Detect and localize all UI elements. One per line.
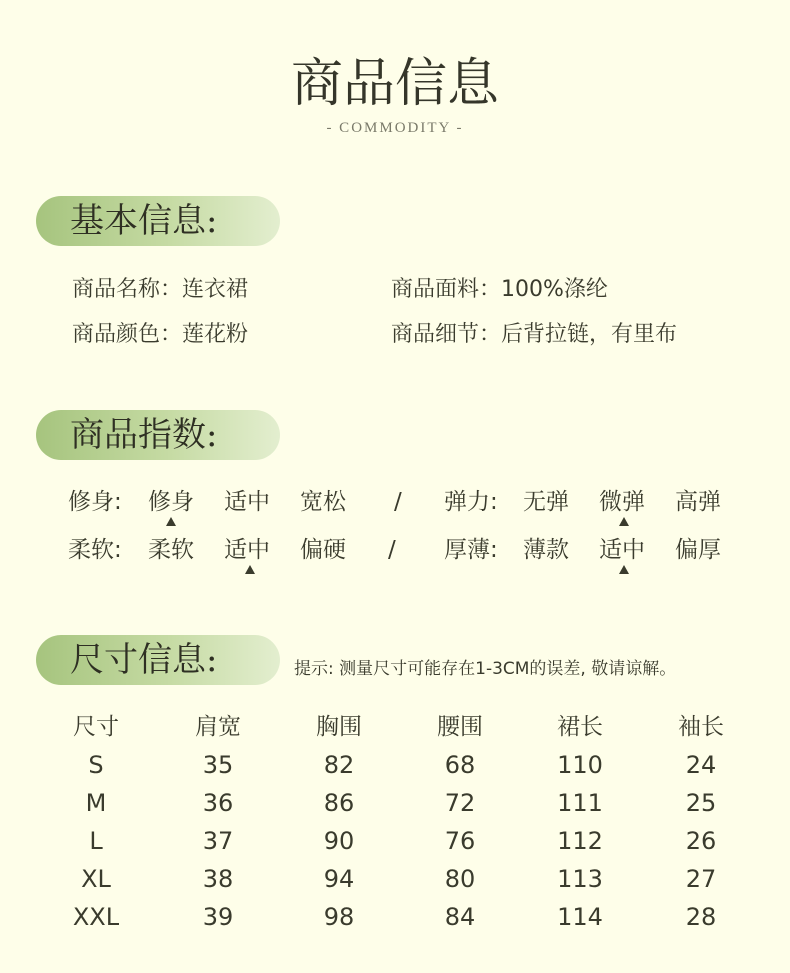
table-cell: 113 xyxy=(557,865,603,893)
page-subtitle: - COMMODITY - xyxy=(326,120,464,136)
basic-info-title: 基本信息: xyxy=(70,201,218,241)
elastic-option: 无弹 xyxy=(523,489,569,515)
table-cell: 24 xyxy=(685,751,717,779)
table-cell: 111 xyxy=(557,789,603,817)
size-info-heading xyxy=(36,635,280,685)
index-divider: / xyxy=(388,537,396,563)
thickness-label: 厚薄: xyxy=(444,537,498,563)
product-index-heading xyxy=(36,410,280,460)
table-cell: 38 xyxy=(202,865,234,893)
table-cell: S xyxy=(88,751,104,779)
fit-selected-marker xyxy=(166,517,176,526)
table-cell: 27 xyxy=(685,865,717,893)
table-cell: 86 xyxy=(323,789,355,817)
fit-option: 修身 xyxy=(148,489,194,515)
table-header-row xyxy=(36,710,766,748)
softness-option: 偏硬 xyxy=(300,537,346,563)
table-row xyxy=(36,862,766,900)
size-info-title: 尺寸信息: xyxy=(70,640,218,680)
thickness-selected-marker xyxy=(619,565,629,574)
table-cell: 72 xyxy=(444,789,476,817)
index-divider: / xyxy=(394,489,402,515)
fit-label: 修身: xyxy=(68,489,122,515)
table-cell: 35 xyxy=(202,751,234,779)
thickness-option: 薄款 xyxy=(523,537,569,563)
table-cell: 28 xyxy=(685,903,717,931)
softness-selected-marker xyxy=(245,565,255,574)
elastic-option: 微弹 xyxy=(599,489,645,515)
thickness-option: 适中 xyxy=(599,537,645,563)
elastic-label: 弹力: xyxy=(444,489,498,515)
softness-label: 柔软: xyxy=(68,537,122,563)
table-cell: 110 xyxy=(557,751,603,779)
table-row xyxy=(36,748,766,786)
elastic-option: 高弹 xyxy=(675,489,721,515)
thickness-option: 偏厚 xyxy=(675,537,721,563)
table-cell: 114 xyxy=(557,903,603,931)
fit-option: 适中 xyxy=(224,489,270,515)
table-row xyxy=(36,786,766,824)
column-header: 袖长 xyxy=(678,714,724,740)
table-cell: L xyxy=(89,827,103,855)
softness-option: 柔软 xyxy=(148,537,194,563)
fit-option: 宽松 xyxy=(300,489,346,515)
product-color: 商品颜色：莲花粉 xyxy=(72,322,249,347)
table-row xyxy=(36,824,766,862)
elastic-selected-marker xyxy=(619,517,629,526)
column-header: 肩宽 xyxy=(195,714,241,740)
table-row xyxy=(36,900,766,938)
table-cell: 94 xyxy=(323,865,355,893)
table-cell: 25 xyxy=(685,789,717,817)
basic-info-heading xyxy=(36,196,280,246)
table-cell: 80 xyxy=(444,865,476,893)
table-cell: 36 xyxy=(202,789,234,817)
column-header: 腰围 xyxy=(437,714,483,740)
table-cell: 39 xyxy=(202,903,234,931)
product-index-title: 商品指数: xyxy=(70,415,218,455)
product-fabric: 商品面料：100%涤纶 xyxy=(391,277,608,302)
column-header: 胸围 xyxy=(316,714,362,740)
product-detail: 商品细节：后背拉链，有里布 xyxy=(391,322,678,347)
table-cell: 84 xyxy=(444,903,476,931)
column-header: 裙长 xyxy=(557,714,603,740)
table-cell: 82 xyxy=(323,751,355,779)
table-cell: XL xyxy=(81,865,111,893)
table-cell: 90 xyxy=(323,827,355,855)
table-cell: 26 xyxy=(685,827,717,855)
table-cell: M xyxy=(85,789,107,817)
table-cell: XXL xyxy=(72,903,120,931)
table-cell: 68 xyxy=(444,751,476,779)
table-cell: 112 xyxy=(557,827,603,855)
size-note: 提示: 测量尺寸可能存在1-3CM的误差, 敬请谅解。 xyxy=(294,659,677,679)
softness-option: 适中 xyxy=(224,537,270,563)
table-cell: 76 xyxy=(444,827,476,855)
product-name: 商品名称：连衣裙 xyxy=(72,277,249,302)
page-title: 商品信息 xyxy=(290,54,499,114)
column-header: 尺寸 xyxy=(73,714,119,740)
table-cell: 98 xyxy=(323,903,355,931)
table-cell: 37 xyxy=(202,827,234,855)
